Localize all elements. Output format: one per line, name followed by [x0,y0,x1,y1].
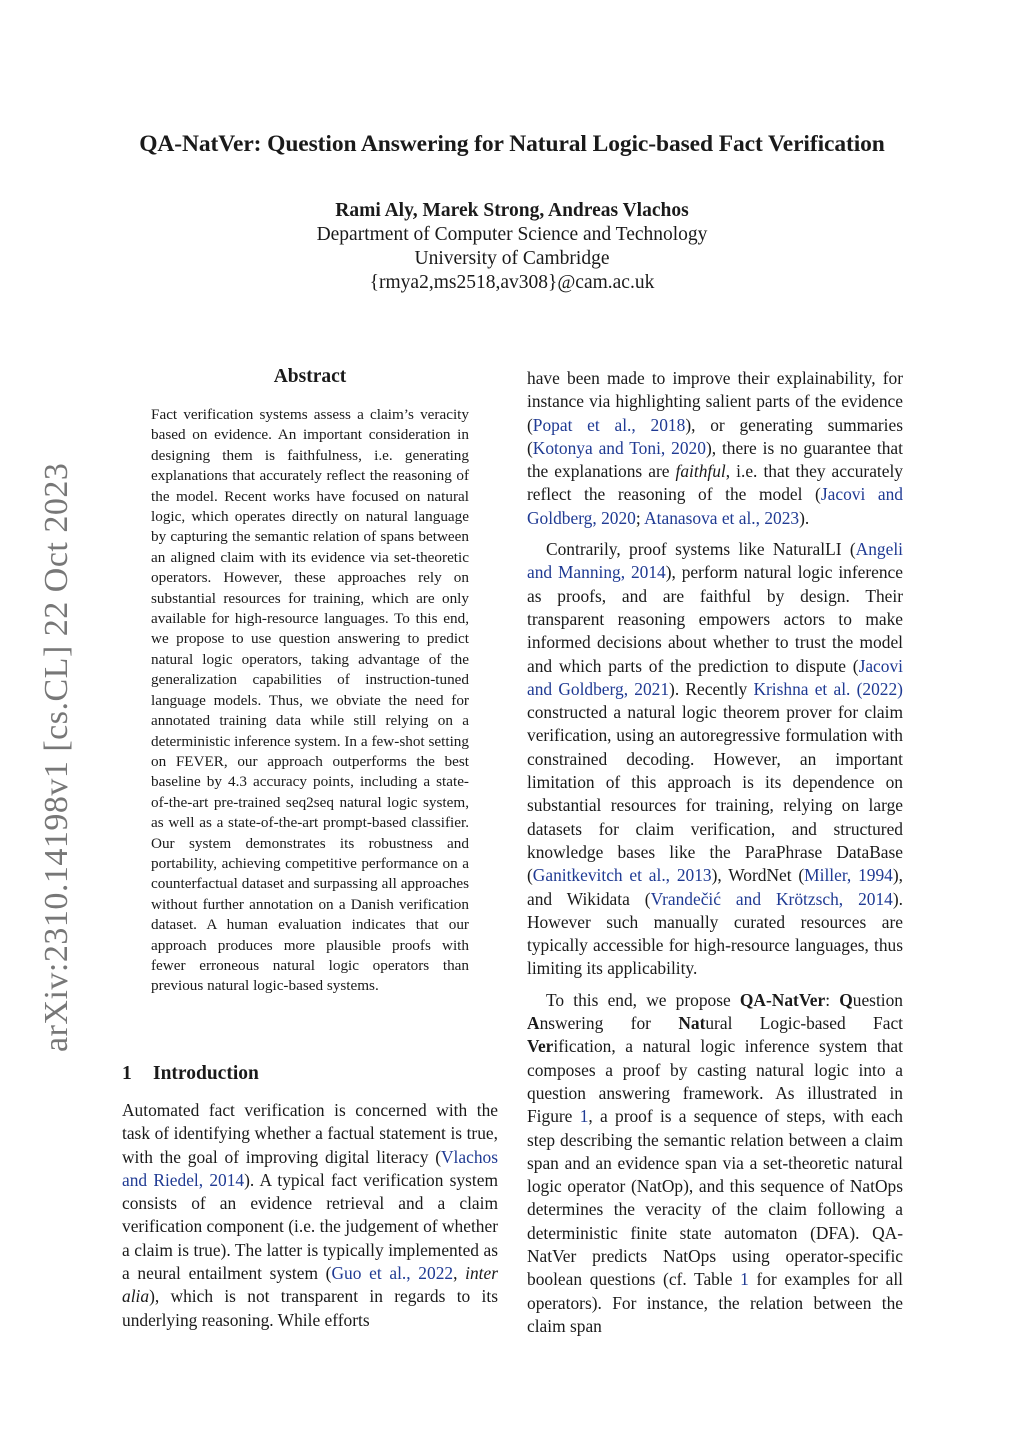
body-paragraph [527,538,903,981]
citation-link[interactable]: Ganitkevitch et al., 2013 [532,865,712,886]
text-run: , a proof is a sequence of steps, with each step describing the semantic relation between a claim span and an evidence span via a set-theoretic natural logic operator (NatOp), and this sequence of NatOps determines the veracity of the claim following a deterministic finite state automaton (DFA). QA-NatVer predicts NatOps using operator-specific boolean questions (cf. Table [527,1106,903,1290]
body-paragraph [527,989,903,1338]
affiliation-university: University of Cambridge [414,248,610,269]
citation-link[interactable]: Jacovi and Goldberg, 2020 [527,484,903,528]
text-run: ), and Wikidata ( [527,865,904,909]
abstract-heading: Abstract [273,366,347,387]
section-number: 1 [122,1063,132,1084]
acronym-letter: A [527,1013,540,1034]
emphasis: inter alia [122,1263,498,1307]
section-title: Introduction [153,1063,259,1084]
section-heading-introduction [122,1063,259,1085]
text-run: ), or generating summaries ( [527,414,903,458]
text-run: Automated fact verification is concerned with the task of identifying whether a factual statement is true, with the goal of improving digital literacy ( [122,1100,498,1167]
text-run: ification, a natural logic inference system that composes a proof by casting natural logic into a question answering framework. As illustrated in Figure [527,1036,903,1127]
text-run: ). However such manually curated resources are typically accessible for high-resource languages, thus limiting its applicability. [527,888,904,979]
author-block [0,199,1024,295]
acronym-letter: Q [839,989,853,1010]
text-run: To this end, we propose [546,989,740,1010]
right-column-body [527,367,903,1338]
acronym-letter: Nat [678,1013,706,1034]
abstract-text: Fact verification systems assess a claim’s veracity based on evidence. An important consideration in designing them is faithfulness, i.e. generating explanations that accurately reflect the reasoning of the model. Recent works have focused on natural logic, which operates directly on natural language by capturing the semantic relation of spans between an aligned claim with its evidence via set-theoretic operators. However, these approaches rely on substantial resources for training, which are only available for high-resource languages. To this end, we propose to use question answering to predict natural logic operators, taking advantage of the generalization capabilities of instruction-tuned language models. Thus, we obviate the need for annotated training data while still relying on a deterministic inference system. In a few-shot setting on FEVER, our approach outperforms the best baseline by 4.3 accuracy points, including a state-of-the-art pre-trained seq2seq natural logic system, as well as a state-of-the-art prompt-based classifier. Our system demonstrates its robustness and portability, achieving competitive performance on a counterfactual dataset and surpassing all approaches without further annotation on a Danish verification dataset. A human evaluation indicates that our approach produces more plausible proofs with fewer erroneous natural logic operators than previous natural logic-based systems. [151,406,469,995]
author-names: Rami Aly, Marek Strong, Andreas Vlachos [335,200,689,221]
citation-link[interactable]: Guo et al., 2022 [331,1263,454,1284]
text-run: ; [635,507,645,528]
text-run: constructed a natural logic theorem prover for claim verification, using an autoregressive formulation with constrained decoding. However, an important limitation of this approach is its dependence on substantial resources for training, relying on large datasets for claim verification, and structured knowledge bases like the ParaPhrase DataBase ( [527,702,903,886]
text-run: , i.e. that they accurately reflect the reasoning of the model ( [527,461,903,505]
paper-title: QA-NatVer: Question Answering for Natural Logic-based Fact Verification [139,131,885,157]
text-run: ), there is no guarantee that the explanations are [527,437,903,482]
citation-link[interactable]: Atanasova et al., 2023 [644,507,800,528]
text-run: nswering for [539,1013,679,1034]
author-emails: {rmya2,ms2518,av308}@cam.ac.uk [369,272,655,293]
intro-paragraph [122,1099,498,1332]
system-name: QA-NatVer [739,989,826,1010]
arxiv-identifier: arXiv:2310.14198v1 [cs.CL] 22 Oct 2023 [38,462,75,1052]
table-reference-link[interactable]: 1 [740,1269,749,1290]
citation-link[interactable]: Popat et al., 2018 [532,414,686,435]
left-column-body [122,1099,498,1332]
text-run: have been made to improve their explainability, for instance via highlighting salient parts of the evidence ( [527,368,903,435]
citation-link[interactable]: Jacovi and Goldberg, 2021 [527,655,903,699]
citation-link[interactable]: Vrandečić and Krötzsch, 2014 [650,888,893,909]
text-run: for examples for all operators). For instance, the relation between the claim span [527,1269,903,1336]
figure-reference-link[interactable]: 1 [579,1106,589,1127]
text-run: : [825,989,840,1010]
citation-link[interactable]: Krishna et al. (2022) [753,678,903,699]
text-run: , [453,1263,466,1284]
text-run: ), which is not transparent in regards to its underlying reasoning. While efforts [122,1286,498,1330]
citation-link[interactable]: Angeli and Manning, 2014 [527,539,903,583]
acronym-letter: Ver [527,1036,554,1057]
text-run: ). Recently [669,678,754,699]
text-run: ), perform natural logic inference as proofs, and are faithful by design. Their transparent reasoning empowers actors to make informed decisions about whether to trust the model and which parts of the prediction to dispute ( [527,562,903,676]
body-paragraph [527,367,903,530]
text-run: ural Logic-based Fact [705,1013,903,1034]
emphasis: faithful [675,461,726,482]
citation-link[interactable]: Kotonya and Toni, 2020 [532,437,706,458]
text-run: Contrarily, proof systems like NaturalLI ( [546,539,856,560]
affiliation-department: Department of Computer Science and Technology [316,224,708,245]
text-run: uestion [852,989,904,1010]
text-run: ), WordNet ( [711,865,805,886]
citation-link[interactable]: Vlachos and Riedel, 2014 [122,1146,498,1190]
text-run: ). A typical fact verification system consists of an evidence retrieval and a claim verification component (i.e. the judgement of whether a claim is true). The latter is typically implemented as a neural entailment system ( [122,1169,498,1284]
citation-link[interactable]: Miller, 1994 [804,865,893,886]
text-run: ). [799,507,810,528]
